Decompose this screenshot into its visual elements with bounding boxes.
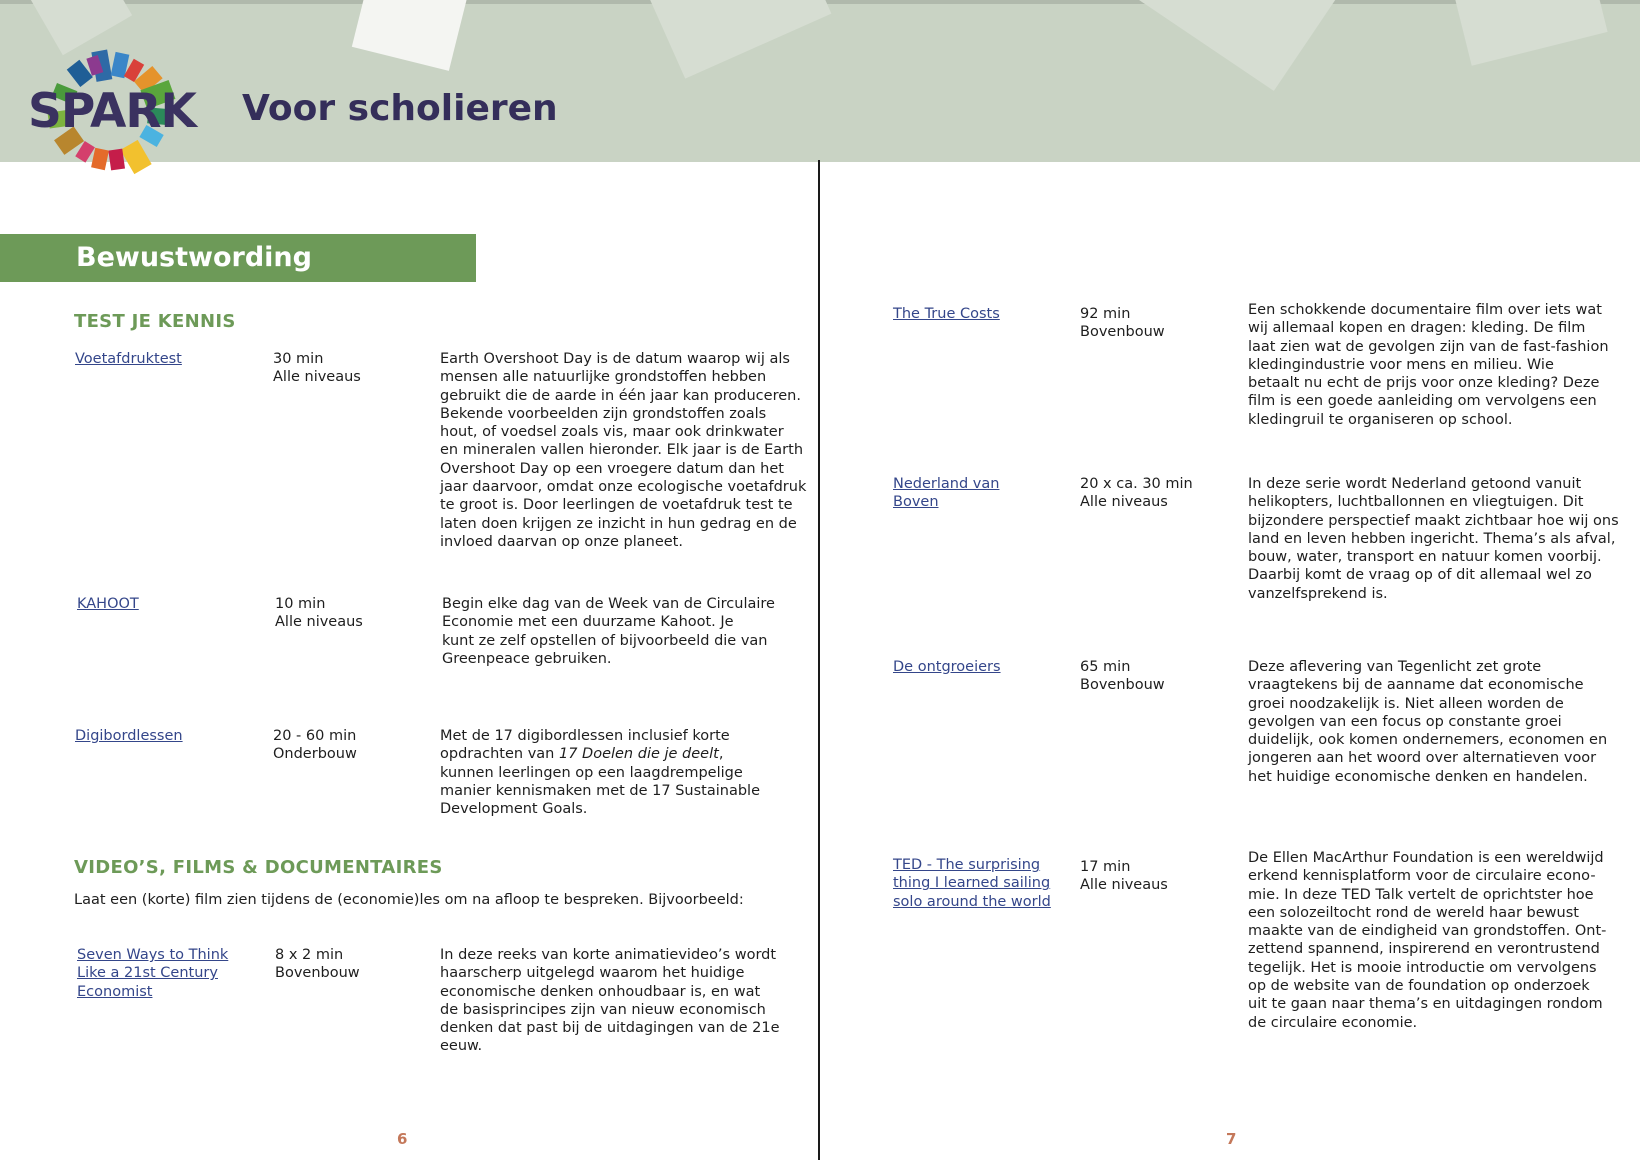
level: Alle niveaus (273, 369, 361, 386)
desc-line: Begin elke dag van de Week van de Circulaire (442, 596, 775, 612)
desc-line: haarscherp uitgelegd waarom het huidige (440, 965, 745, 982)
item-description (1248, 301, 1609, 429)
item-link-voetafdruktest[interactable] (75, 350, 182, 368)
desc-line: jongeren aan het woord over alternatieven voor (1248, 750, 1597, 767)
desc-line: film is een goede aanleiding om vervolgens een (1248, 393, 1597, 410)
link-line: Seven Ways to Think (77, 947, 229, 963)
item-meta (275, 946, 360, 983)
level: Alle niveaus (275, 614, 363, 631)
desc-line: Development Goals. (440, 801, 588, 818)
desc-text: opdrachten van (440, 746, 559, 763)
desc-line: groei noodzakelijk is. Niet alleen worden de (1248, 695, 1564, 712)
item-link-kahoot[interactable] (77, 595, 139, 613)
desc-italic: 17 Doelen die je deelt (558, 746, 719, 763)
desc-line: betaalt nu echt de prijs voor onze kleding? Deze (1248, 375, 1600, 392)
item-description (440, 946, 780, 1056)
desc-line: gevolgen van een focus op constante groei (1248, 713, 1562, 730)
desc-line: In deze reeks van korte animatievideo’s wordt (440, 947, 777, 963)
desc-line: de basisprincipes zijn van nieuw economisch (440, 1001, 766, 1018)
link-line: Boven (893, 494, 939, 511)
desc-line: Deze aflevering van Tegenlicht zet grote (1248, 659, 1542, 675)
desc-line: kunnen leerlingen op een laagdrempelige (440, 764, 743, 781)
desc-line: laten doen krijgen ze inzicht in hun gedrag en de (440, 515, 797, 532)
duration: 20 - 60 min (273, 728, 357, 744)
item-description (442, 595, 775, 668)
desc-line: het huidige economische denken en handelen. (1248, 768, 1588, 785)
level: Bovenbouw (275, 965, 360, 982)
desc-line: kunt ze zelf opstellen of bijvoorbeeld die van (442, 632, 768, 649)
videos-intro: Laat een (korte) film zien tijdens de (economie)les om na afloop te bespreken. Bijvoorbeeld: (74, 892, 744, 908)
desc-line: vanzelfsprekend is. (1248, 585, 1388, 602)
desc-line: land en leven hebben ingericht. Thema’s als afval, (1248, 530, 1616, 547)
item-link-ted-talk[interactable] (893, 856, 1051, 911)
desc-line: bijzondere perspectief maakt zichtbaar hoe wij ons (1248, 512, 1619, 529)
item-description (1248, 849, 1606, 1032)
duration: 65 min (1080, 659, 1131, 675)
desc-line: mie. In deze TED Talk vertelt de oprichtster hoe (1248, 886, 1594, 903)
paper-decoration (649, 0, 832, 79)
duration: 20 x ca. 30 min (1080, 476, 1193, 492)
link-line: De ontgroeiers (893, 659, 1001, 675)
paper-decoration (352, 0, 468, 71)
desc-line: denken dat past bij de uitdagingen van de 21e (440, 1020, 780, 1037)
desc-line: mensen alle natuurlijke grondstoffen hebben (440, 369, 767, 386)
desc-line: vraagtekens bij de aanname dat economische (1248, 677, 1584, 694)
link-line: Economist (77, 983, 153, 1000)
desc-line: en mineralen vallen hieronder. Elk jaar is de Earth (440, 442, 804, 459)
level: Alle niveaus (1080, 494, 1168, 511)
desc-line: Met de 17 digibordlessen inclusief korte (440, 728, 730, 744)
duration: 92 min (1080, 306, 1131, 322)
link-line: thing I learned sailing (893, 875, 1051, 892)
item-link-de-ontgroeiers[interactable] (893, 658, 1001, 676)
page-title: Voor scholieren (242, 88, 558, 129)
link-line: Nederland van (893, 476, 1000, 492)
level: Onderbouw (273, 746, 357, 763)
section-title-videos: VIDEO’S, FILMS & DOCUMENTAIRES (74, 857, 443, 878)
item-meta (273, 350, 361, 387)
link-line: The True Costs (893, 306, 1000, 322)
desc-line: eeuw. (440, 1038, 483, 1055)
item-description (440, 350, 806, 551)
item-link-digibordlessen[interactable] (75, 727, 183, 745)
duration: 30 min (273, 351, 324, 367)
desc-line: zettend spannend, inspirerend en verontrustend (1248, 941, 1600, 958)
link-line: TED - The surprising (893, 857, 1041, 873)
section-banner (0, 234, 476, 282)
item-link-seven-ways[interactable] (77, 946, 228, 1001)
item-description (440, 727, 760, 818)
header-band (0, 0, 1640, 162)
desc-line: Earth Overshoot Day is de datum waarop wij als (440, 351, 790, 367)
page-number-right: 7 (1226, 1130, 1237, 1148)
item-meta (275, 595, 363, 632)
level: Alle niveaus (1080, 877, 1168, 894)
item-description (1248, 475, 1619, 603)
paper-decoration (1452, 0, 1607, 66)
section-title-test: TEST JE KENNIS (74, 311, 236, 332)
desc-line: kledingruil te organiseren op school. (1248, 411, 1513, 428)
desc-line: De Ellen MacArthur Foundation is een wereldwijd (1248, 850, 1604, 866)
link-line: KAHOOT (77, 596, 139, 612)
duration: 10 min (275, 596, 326, 612)
desc-line: tegelijk. Het is mooie introductie om vervolgens (1248, 959, 1597, 976)
item-link-nederland-van-boven[interactable] (893, 475, 999, 512)
paper-decoration (1125, 0, 1336, 91)
desc-line: Een schokkende documentaire film over iets wat (1248, 302, 1602, 318)
level: Bovenbouw (1080, 677, 1165, 694)
desc-line: laat zien wat de gevolgen zijn van de fast-fashion (1248, 338, 1609, 355)
level: Bovenbouw (1080, 324, 1165, 341)
desc-line: In deze serie wordt Nederland getoond vanuit (1248, 476, 1582, 492)
desc-line: Economie met een duurzame Kahoot. Je (442, 614, 734, 631)
item-meta (1080, 858, 1168, 895)
desc-line: erkend kennisplatform voor de circulaire econo- (1248, 868, 1596, 885)
desc-line: duidelijk, ook komen ondernemers, economen en (1248, 732, 1608, 749)
desc-line: uit te gaan naar thema’s en uitdagingen rondom (1248, 996, 1603, 1013)
desc-line: Bekende voorbeelden zijn grondstoffen zoals (440, 405, 767, 422)
desc-line: de circulaire economie. (1248, 1014, 1418, 1031)
page-divider (818, 160, 820, 1160)
item-meta (1080, 475, 1193, 512)
link-line: solo around the world (893, 893, 1051, 910)
banner-title: Bewustwording (76, 242, 312, 273)
link-line: Digibordlessen (75, 728, 183, 744)
desc-line-mixed (440, 745, 760, 763)
desc-line: een solozeiltocht rond de wereld haar bewust (1248, 904, 1579, 921)
desc-line: economische denken onhoudbaar is, en wat (440, 983, 761, 1000)
item-meta (273, 727, 357, 764)
desc-line: Greenpeace gebruiken. (442, 650, 612, 667)
desc-line: gebruikt die de aarde in één jaar kan produceren. (440, 387, 801, 404)
link-line: Voetafdruktest (75, 351, 182, 367)
desc-line: Daarbij komt de vraag op of dit allemaal wel zo (1248, 567, 1592, 584)
item-description (1248, 658, 1607, 786)
item-meta (1080, 658, 1165, 695)
desc-line: te groot is. Door leerlingen de voetafdruk test te (440, 497, 793, 514)
duration: 17 min (1080, 859, 1131, 875)
duration: 8 x 2 min (275, 947, 344, 963)
link-line: Like a 21st Century (77, 965, 218, 982)
item-link-the-true-costs[interactable] (893, 305, 1000, 323)
desc-line: kledingindustrie voor mens en milieu. Wie (1248, 356, 1554, 373)
desc-line: manier kennismaken met de 17 Sustainable (440, 782, 761, 799)
desc-line: invloed daarvan op onze planeet. (440, 533, 683, 550)
logo-text: SPARK (28, 84, 196, 139)
desc-line: helikopters, luchtballonnen en vliegtuigen. Dit (1248, 494, 1584, 511)
item-meta (1080, 305, 1165, 342)
desc-line: bouw, water, transport en natuur komen voorbij. (1248, 549, 1602, 566)
desc-text: , (718, 746, 724, 763)
desc-line: maakte van de eindigheid van grondstoffen. Ont- (1248, 923, 1607, 940)
page-number-left: 6 (397, 1130, 408, 1148)
desc-line: jaar daarvoor, omdat onze ecologische voetafdruk (440, 479, 807, 496)
desc-line: wij allemaal kopen en dragen: kleding. De film (1248, 320, 1586, 337)
desc-line: hout, of voedsel zoals vis, maar ook drinkwater (440, 424, 784, 441)
desc-line: Overshoot Day op een vroegere datum dan het (440, 460, 784, 477)
desc-line: op de website van de foundation op onderzoek (1248, 978, 1590, 995)
